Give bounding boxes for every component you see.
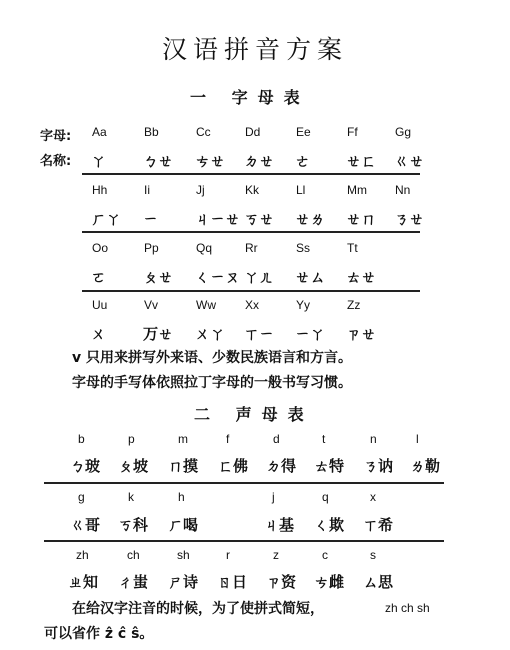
divider [44, 482, 444, 484]
note-v-usage: v 只用来拼写外来语、少数民族语言和方言。 [72, 350, 352, 366]
alphabet-name: ㄉㄝ [244, 152, 275, 170]
initial-letter: r [226, 548, 230, 562]
alphabet-name: ㄚㄦ [244, 268, 275, 286]
alphabet-letter: Yy [296, 298, 311, 312]
initial-letter: ch [127, 548, 140, 562]
initial-bopomofo-example: ㄗ资 [266, 573, 297, 591]
alphabet-letter: Ii [144, 183, 150, 197]
names-row-label: 名称: [40, 154, 72, 169]
initial-letter: g [78, 490, 85, 504]
letters-row-label: 字母: [40, 129, 72, 144]
alphabet-letter: Ll [296, 183, 306, 197]
alphabet-letter: Dd [245, 125, 261, 139]
initial-letter: h [178, 490, 185, 504]
initial-bopomofo-example: ㄌ勒 [410, 457, 441, 475]
alphabet-name: ㄅㄝ [143, 152, 174, 170]
initial-bopomofo-example: ㄓ知 [68, 573, 99, 591]
initial-bopomofo-example: ㄒ希 [363, 516, 394, 534]
alphabet-name: ㄪㄝ [143, 325, 174, 343]
initial-bopomofo-example: ㄇ摸 [168, 457, 199, 475]
alphabet-letter: Oo [92, 241, 109, 255]
alphabet-name: ㄨㄚ [195, 325, 226, 343]
divider [82, 290, 420, 292]
page-title: 汉语拼音方案 [161, 35, 348, 64]
alphabet-letter: Tt [347, 241, 358, 255]
alphabet-name: ㄒㄧ [244, 325, 275, 343]
alphabet-letter: Nn [395, 183, 411, 197]
note-abbreviation-text: 在给汉字注音的时候，为了使拼式简短， [72, 601, 324, 617]
initial-letter: f [226, 432, 230, 446]
initial-letter: d [273, 432, 280, 446]
alphabet-letter: Bb [144, 125, 159, 139]
alphabet-name: ㄐㄧㄝ [195, 210, 241, 228]
divider [44, 540, 444, 542]
initial-bopomofo-example: ㄎ科 [118, 516, 149, 534]
alphabet-name: ㄝㄌ [295, 210, 326, 228]
alphabet-letter: Ff [347, 125, 358, 139]
alphabet-name: ㄧ [143, 210, 159, 228]
alphabet-letter: Qq [196, 241, 213, 255]
initial-letter: k [128, 490, 134, 504]
note-handwriting: 字母的手写体依照拉丁字母的一般书写习惯。 [72, 375, 352, 391]
alphabet-name: ㄛ [91, 268, 107, 286]
initial-letter: t [322, 432, 326, 446]
alphabet-name: ㄆㄝ [143, 268, 174, 286]
note-abbreviation-latin: zh ch sh [385, 601, 430, 615]
initial-bopomofo-example: ㄘ雌 [314, 573, 345, 591]
alphabet-name: ㄝㄙ [295, 268, 326, 286]
initial-bopomofo-example: ㄋ讷 [363, 457, 394, 475]
initial-letter: p [128, 432, 135, 446]
initial-letter: m [178, 432, 188, 446]
initial-bopomofo-example: ㄑ欺 [314, 516, 345, 534]
initial-bopomofo-example: ㄍ哥 [70, 516, 101, 534]
alphabet-name: ㄑㄧㄡ [195, 268, 241, 286]
alphabet-name: ㄝㄈ [346, 152, 377, 170]
alphabet-name: ㄍㄝ [394, 152, 425, 170]
alphabet-letter: Ss [296, 241, 311, 255]
alphabet-name: ㄎㄝ [244, 210, 275, 228]
alphabet-name: ㄋㄝ [394, 210, 425, 228]
note-abbreviation-line2: 可以省作 ẑ ĉ ŝ。 [44, 626, 154, 642]
initial-letter: j [272, 490, 275, 504]
alphabet-name: ㄧㄚ [295, 325, 326, 343]
alphabet-name: ㄨ [91, 325, 107, 343]
initial-bopomofo-example: ㄖ日 [217, 573, 248, 591]
alphabet-name: ㄗㄝ [346, 325, 377, 343]
initial-letter: l [416, 432, 419, 446]
initial-bopomofo-example: ㄕ诗 [168, 573, 199, 591]
alphabet-letter: Rr [245, 241, 258, 255]
alphabet-letter: Ee [296, 125, 311, 139]
initial-bopomofo-example: ㄆ坡 [118, 457, 149, 475]
alphabet-letter: Kk [245, 183, 260, 197]
initial-bopomofo-example: ㄉ得 [266, 457, 297, 475]
divider [82, 231, 420, 233]
alphabet-letter: Xx [245, 298, 260, 312]
initial-letter: n [370, 432, 377, 446]
initial-letter: sh [177, 548, 190, 562]
alphabet-name: ㄚ [91, 152, 107, 170]
initial-bopomofo-example: ㄅ玻 [70, 457, 101, 475]
alphabet-name: ㄏㄚ [91, 210, 122, 228]
alphabet-name: ㄜ [295, 152, 311, 170]
initial-bopomofo-example: ㄈ佛 [218, 457, 249, 475]
section-heading-alphabet: 一 字母表 [190, 88, 310, 107]
alphabet-letter: Gg [395, 125, 412, 139]
alphabet-name: ㄊㄝ [346, 268, 377, 286]
initial-letter: b [78, 432, 85, 446]
alphabet-letter: Pp [144, 241, 159, 255]
initial-bopomofo-example: ㄐ基 [264, 516, 295, 534]
alphabet-letter: Aa [92, 125, 107, 139]
initial-letter: z [273, 548, 279, 562]
alphabet-letter: Uu [92, 298, 108, 312]
section-heading-initials: 二 声母表 [194, 405, 314, 424]
initial-letter: q [322, 490, 329, 504]
alphabet-letter: Zz [347, 298, 361, 312]
alphabet-letter: Vv [144, 298, 159, 312]
initial-bopomofo-example: ㄙ思 [363, 573, 394, 591]
divider [82, 173, 420, 175]
initial-bopomofo-example: ㄊ特 [314, 457, 345, 475]
alphabet-name: ㄝㄇ [346, 210, 377, 228]
initial-bopomofo-example: ㄏ喝 [168, 516, 199, 534]
alphabet-letter: Jj [196, 183, 205, 197]
alphabet-name: ㄘㄝ [195, 152, 226, 170]
alphabet-letter: Mm [347, 183, 367, 197]
initial-letter: c [322, 548, 328, 562]
alphabet-letter: Cc [196, 125, 211, 139]
initial-bopomofo-example: ㄔ蚩 [118, 573, 149, 591]
initial-letter: x [370, 490, 376, 504]
initial-letter: zh [76, 548, 89, 562]
initial-letter: s [370, 548, 376, 562]
alphabet-letter: Ww [196, 298, 216, 312]
alphabet-letter: Hh [92, 183, 108, 197]
